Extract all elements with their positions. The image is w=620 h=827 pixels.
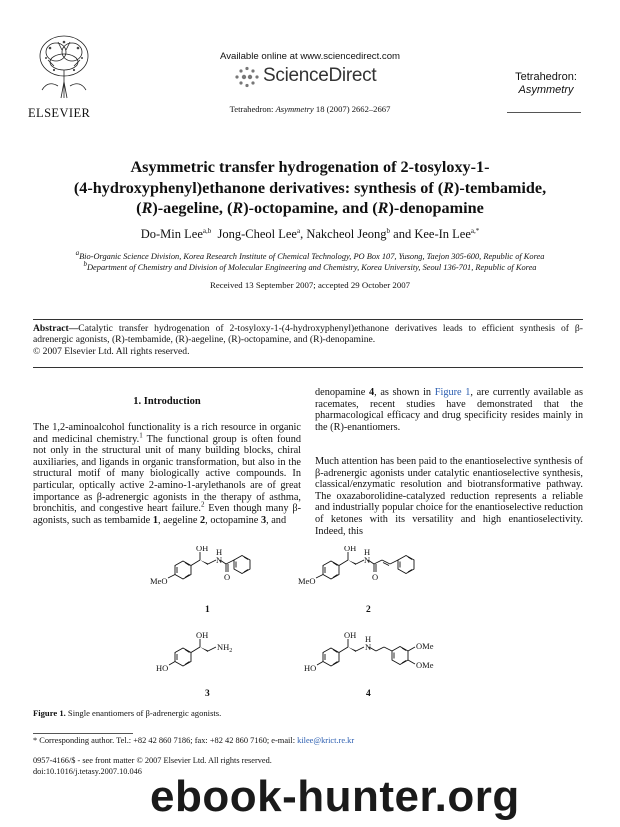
- citation-line: Tetrahedron: Asymmetry 18 (2007) 2662–2667: [229, 104, 391, 114]
- atom-label: HO: [156, 663, 169, 673]
- structure-tembamide: [168, 552, 250, 579]
- elsevier-tree-icon: [28, 30, 100, 102]
- title-line-2: (4-hydroxyphenyl)ethanone derivatives: synthesis of (R)-tembamide,: [73, 178, 547, 197]
- affiliation-b: $^b$Department of Chemistry and Division of Molecular Engineering and Chemistry, Korea University, Seoul 136-701, Republic of Korea: [83, 260, 537, 272]
- atom-label: N: [364, 555, 371, 565]
- atom-label: OH: [344, 546, 357, 553]
- figure-1-structures: [140, 546, 480, 704]
- title-line-3: (R)-aegeline, (R)-octopamine, and (R)-denopamine: [136, 199, 484, 217]
- atom-label: OMe: [416, 641, 434, 651]
- intro-paragraph-right-1: denopamine 4, as shown in Figure 1, are currently available as racemates, recent studies have demonstrated that the pharmacological efficacy and drug specificity resides mainly in the (R)-enantiomers.: [315, 387, 583, 433]
- available-online: Available online at www.sciencedirect.com: [219, 51, 401, 62]
- watermark: ebook-hunter.org: [150, 772, 520, 821]
- atom-label: H: [216, 547, 223, 557]
- figure-1-link[interactable]: Figure 1: [434, 387, 471, 398]
- received-dates: Received 13 September 2007; accepted 29 October 2007: [209, 280, 411, 290]
- affiliation-a: $^a$Bio-Organic Science Division, Korea Research Institute of Chemical Technology, PO Box 107, Yusong, Taejon 305-600, Republic of Korea: [75, 249, 545, 261]
- doi-line: doi:10.1016/j.tetasy.2007.10.046: [33, 767, 142, 776]
- structure-octopamine: [169, 639, 216, 666]
- atom-label: MeO: [150, 576, 168, 586]
- atom-label: H: [365, 634, 372, 644]
- compound-number: 1: [205, 605, 210, 615]
- issn-line: 0957-4166/$ - see front matter © 2007 Elsevier Ltd. All rights reserved.: [33, 756, 272, 765]
- article-title: [60, 157, 560, 219]
- figure-caption: Figure 1. Single enantiomers of β-adrenergic agonists.: [33, 708, 222, 718]
- compound-number: 2: [366, 605, 371, 615]
- intro-paragraph-right-2: Much attention has been paid to the enantioselective synthesis of β-adrenergic agonists under catalytic enantioselective synthesis, classical/enzymatic resolution and biotransformative pathway. The oxazaborolidine-catalyzed reduction represents a reliable and industrially popular choice for the enantioselective reduction of ketones with its versatility and high enantioselectivity. Indeed, this: [315, 456, 583, 537]
- atom-label: N: [365, 642, 372, 652]
- corresponding-author-note: * Corresponding author. Tel.: +82 42 860 7186; fax: +82 42 860 7160; e-mail: kilee@krict.re.kr: [33, 736, 355, 745]
- affiliations: [18, 251, 602, 273]
- author-list: Do-Min Lee$^{a,b}$ Jong-Cheol Lee$^a$, Nakcheol Jeong$^b$ and Kee-In Lee$^{a,*}$: [140, 226, 480, 241]
- atom-label: H: [364, 547, 371, 557]
- atom-label: OH: [344, 630, 357, 640]
- atom-label: $NH_2$: [217, 642, 233, 654]
- elsevier-logo: [28, 30, 100, 120]
- author: Nakcheol Jeong$^b$: [306, 226, 391, 241]
- author: Kee-In Lee$^{a,*}$: [414, 226, 480, 241]
- publisher-name: ELSEVIER: [28, 106, 91, 120]
- email-link[interactable]: kilee@krict.re.kr: [297, 736, 355, 745]
- atom-label: OMe: [416, 660, 434, 670]
- atom-label: HO: [304, 663, 317, 673]
- abstract-top-rule: [33, 319, 583, 320]
- sciencedirect-wordmark: ScienceDirect: [263, 65, 377, 86]
- author: Do-Min Lee$^{a,b}$: [140, 226, 212, 241]
- atom-label: OH: [196, 546, 209, 553]
- abstract-bottom-rule: [33, 367, 583, 368]
- compound-number: 4: [366, 689, 371, 699]
- section-heading-introduction: 1. Introduction: [133, 396, 201, 407]
- compound-number: 3: [205, 689, 210, 699]
- journal-underline: [507, 112, 581, 113]
- atom-label: O: [372, 572, 379, 582]
- footnote-rule: [33, 733, 133, 734]
- atom-label: OH: [196, 630, 209, 640]
- title-line-1: Asymmetric transfer hydrogenation of 2-tosyloxy-1-: [130, 158, 490, 176]
- journal-name: Tetrahedron: Asymmetry: [515, 71, 577, 96]
- abstract: Abstract—Catalytic transfer hydrogenation of 2-tosyloxy-1-(4-hydroxyphenyl)ethanone derivatives leads to efficient synthesis of β-adrenergic agonists, (R)-tembamide, (R)-aegeline, (R)-octopamine, and (R)-denopamine. © 2007 Elsevier Ltd. All rights reserved.: [33, 323, 583, 357]
- sciencedirect-logo: [233, 64, 383, 90]
- atom-label: O: [224, 572, 231, 582]
- author: Jong-Cheol Lee$^a$: [217, 226, 301, 241]
- intro-paragraph-1: The 1,2-aminoalcohol functionality is a rich resource in organic and medicinal chemistry.$^1$ The functional group is often found not only in the structural unit of many building blocks, chiral auxiliaries, and ligands in organic transformation, but also in the structural motif of many biologically active compounds. In particular, optically active 2-amino-1-arylethanols are of great importance as β-adrenergic agonists in the therapy of asthma, bronchitis, and congestive heart failure.$^2$ Even though many β-agonists, such as tembamide 1, aegeline 2, octopamine 3, and: [33, 422, 301, 526]
- atom-label: MeO: [298, 576, 316, 586]
- atom-label: N: [216, 555, 223, 565]
- sciencedirect-dots-icon: [233, 66, 259, 88]
